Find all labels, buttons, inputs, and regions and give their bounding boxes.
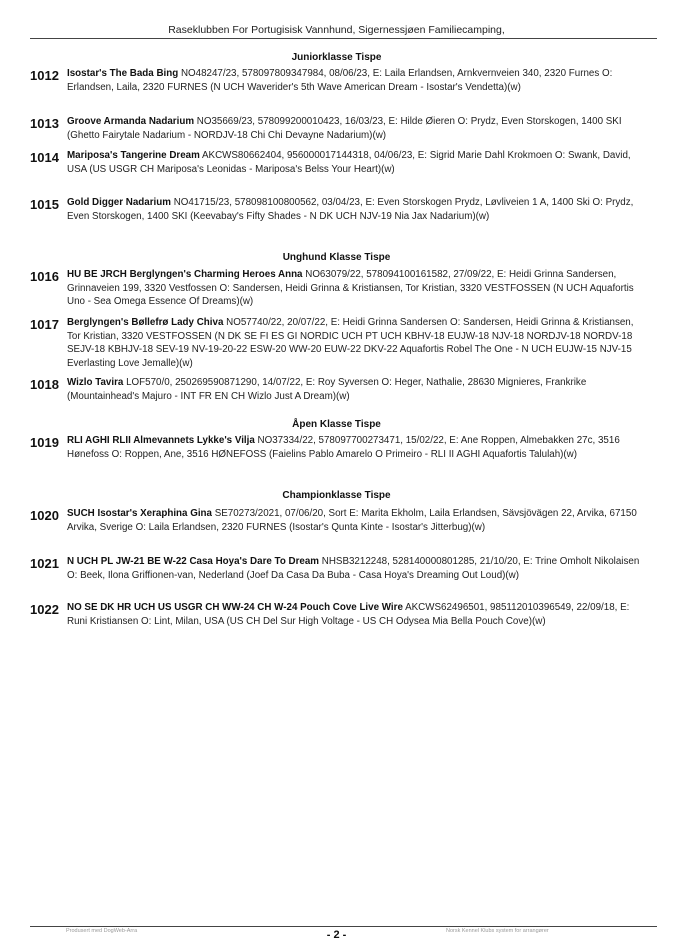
footer-system-note: Norsk Kennel Klubs system for arrangører: [446, 928, 549, 934]
footer-divider: [30, 926, 657, 927]
entry-number: 1019: [30, 435, 59, 450]
section-heading-juniorklasse: Juniorklasse Tispe: [291, 52, 382, 63]
entry-details: NO37334/22, 578097700273471, 15/02/22, E: Ane Roppen, Almebakken 27c, 3516 Hønefoss O: Roppen, Ane, 3516 HØNEFOSS (Faielins Pablo Amarelo O Primeiro - RLI II AGHI Aquafortis Talulah)(w): [67, 435, 620, 460]
entry-text: [67, 268, 640, 309]
entry-number: 1013: [30, 116, 59, 131]
entry-details: NO41715/23, 578098100800562, 03/04/23, E: Even Storskogen Prydz, Løvliveien 1 A, 1400 Ski O: Prydz, Even Storskogen, 1400 SKI (Keevabay's Fifty Shades - N DK UCH NJV-19 Nia Jax Nadarium)(w): [67, 197, 634, 222]
entry-number: 1016: [30, 269, 59, 284]
entry-text: [67, 67, 640, 94]
entry-number: 1015: [30, 197, 59, 212]
entry-text: [67, 601, 640, 628]
catalog-entry: [30, 149, 640, 176]
entry-text: [67, 507, 640, 534]
entry-details: NO35669/23, 578099200010423, 16/03/23, E: Hilde Øieren O: Prydz, Even Storskogen, 1400 SKI (Ghetto Fairytale Nadarium - NORDJV-18 Chi Chi Devayne Nadarium)(w): [67, 116, 622, 141]
entry-number: 1014: [30, 150, 59, 165]
catalog-entry: [30, 316, 640, 370]
section-heading-unghund: Unghund Klasse Tispe: [282, 252, 391, 263]
dog-name: Isostar's The Bada Bing: [67, 68, 179, 79]
header-divider: [30, 38, 657, 39]
entry-details: NO57740/22, 20/07/22, E: Heidi Grinna Sandersen O: Sandersen, Heidi Grinna & Kristiansen, Tor Kristian, 3320 VESTFOSSEN (N DK SE FI ES GI NORDIC UCH PT UCH KBHV-18 EUJW-18 NJV-18 NORDJV-18 NORDV-18 SEJV-18 KBHJV-18 SEV-19 NV-19-20-22 ESW-20 WW-20 EUW-22 DKV-22 Aquafortis Robel The One - N UCH EUJW-15 NJV-15 Everlasting Love Jemalle)(w): [67, 317, 634, 369]
catalog-entry: [30, 376, 640, 403]
section-heading-championklasse: Championklasse Tispe: [282, 490, 391, 501]
entry-text: [67, 434, 640, 461]
page-number: - 2 -: [326, 929, 347, 941]
entry-details: NO48247/23, 578097809347984, 08/06/23, E: Laila Erlandsen, Arnkvernveien 340, 2320 Furnes O: Erlandsen, Laila, 2320 FURNES (N UCH Waverider's 5th Wave American Dream - Isostar's Vendetta)(w): [67, 68, 613, 93]
dog-name: Berglyngen's Bøllefrø Lady Chiva: [67, 317, 224, 328]
entry-text: [67, 149, 640, 176]
catalog-entry: [30, 434, 640, 461]
entry-text: [67, 555, 640, 582]
entry-details: AKCWS62496501, 985112010396549, 22/09/18, E: Runi Kristiansen O: Lint, Milan, USA (US CH Del Sur High Voltage - US CH Odysea Mia Bella Pouch Cove)(w): [67, 602, 630, 627]
entry-number: 1021: [30, 556, 59, 571]
entry-number: 1018: [30, 377, 59, 392]
dog-name: Wizlo Tavira: [67, 377, 124, 388]
entry-text: [67, 316, 640, 370]
dog-name: N UCH PL JW-21 BE W-22 Casa Hoya's Dare To Dream: [67, 556, 320, 567]
catalog-entry: [30, 555, 640, 582]
entry-details: LOF570/0, 250269590871290, 14/07/22, E: Roy Syversen O: Heger, Nathalie, 28630 Mignieres, Frankrike (Mountainhead's Majuro - INT FR EN CH Wizlo Just A Dream)(w): [67, 377, 587, 402]
dog-name: Groove Armanda Nadarium: [67, 116, 195, 127]
entry-number: 1022: [30, 602, 59, 617]
entry-details: NO63079/22, 578094100161582, 27/09/22, E: Heidi Grinna Sandersen, Grinnaveien 199, 3320 Vestfossen O: Sandersen, Heidi Grinna & Kristiansen, Tor Kristian, 3320 VESTFOSSEN (N UCH Aquafortis Uno - Sea Omega Essence Of Dreams)(w): [67, 269, 634, 307]
entry-number: 1020: [30, 508, 59, 523]
entry-number: 1017: [30, 317, 59, 332]
dog-name: NO SE DK HR UCH US USGR CH WW-24 CH W-24 Pouch Cove Live Wire: [67, 602, 403, 613]
entry-text: [67, 196, 640, 223]
section-heading-apen: Åpen Klasse Tispe: [292, 419, 381, 430]
entry-text: [67, 376, 640, 403]
dog-name: Gold Digger Nadarium: [67, 197, 171, 208]
dog-name: SUCH Isostar's Xeraphina Gina: [67, 508, 212, 519]
dog-name: Mariposa's Tangerine Dream: [67, 150, 200, 161]
catalog-entry: [30, 115, 640, 142]
page-header-title: Raseklubben For Portugisisk Vannhund, Sigernessjøen Familiecamping,: [168, 24, 505, 36]
entry-number: 1012: [30, 68, 59, 83]
entry-details: NHSB3212248, 528140000801285, 21/10/20, E: Trine Omholt Nikolaisen O: Beek, Ilona Griffionen-van, Nederland (Joef Da Casa Da Buba - Casa Hoya's Dreaming Out Loud)(w): [67, 556, 640, 581]
entry-details: AKCWS80662404, 956000017144318, 04/06/23, E: Sigrid Marie Dahl Krokmoen O: Swank, David, USA (US USGR CH Mariposa's Leonidas - Mariposa's Belss Your Heart)(w): [67, 150, 631, 175]
catalog-entry: [30, 67, 640, 94]
catalog-entry: [30, 196, 640, 223]
dog-name: HU BE JRCH Berglyngen's Charming Heroes Anna: [67, 269, 303, 280]
catalog-entry: [30, 601, 640, 628]
entry-details: SE70273/2021, 07/06/20, Sort E: Marita Ekholm, Laila Erlandsen, Sävsjövägen 22, Arvika, 67150 Arvika, Sverige O: Laila Erlandsen, 2320 FURNES (Isostar's Qunta Kinte - Isostar's Jitterbug)(w): [67, 508, 637, 533]
catalog-entry: [30, 268, 640, 309]
catalog-entry: [30, 507, 640, 534]
footer-producer-note: Produsert med DogWeb-Arra: [66, 928, 138, 934]
entry-text: [67, 115, 640, 142]
dog-name: RLI AGHI RLII Almevannets Lykke's Vilja: [67, 435, 255, 446]
